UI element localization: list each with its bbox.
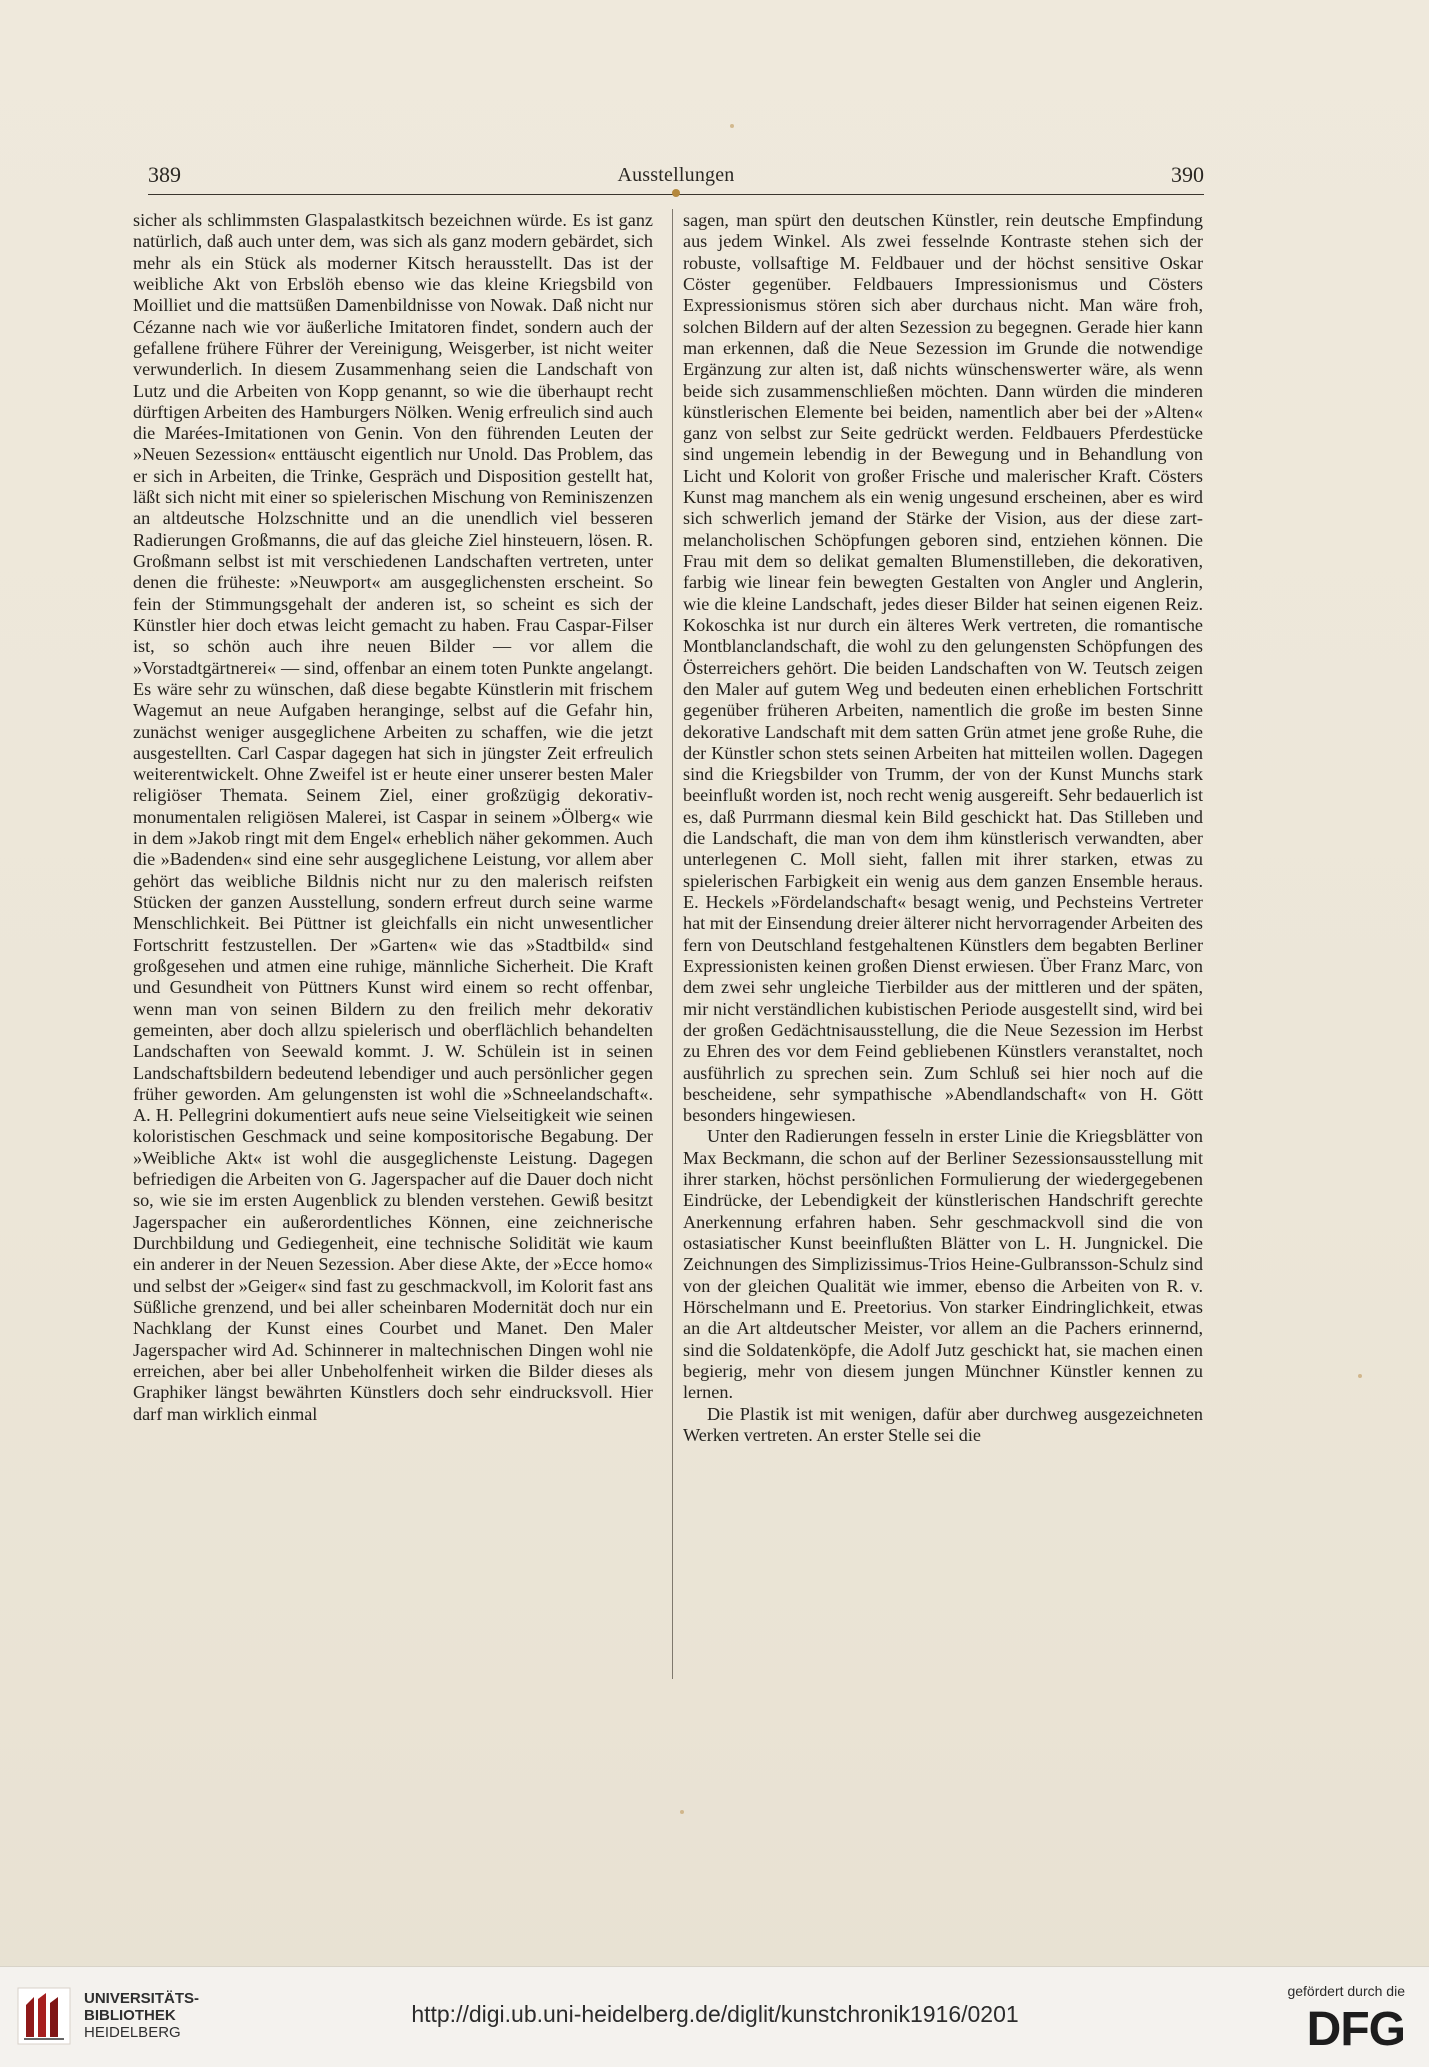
page-number-right: 390: [1171, 162, 1204, 187]
running-head: [148, 158, 1204, 192]
footer-bar: [0, 1966, 1429, 2067]
library-name-line-2: BIBLIOTHEK: [84, 2007, 176, 2024]
right-paragraph-3: Die Plastik ist mit wenigen, dafür aber durchweg ausgezeichneten Werken vertreten. An erster Stelle sei die: [683, 1403, 1203, 1445]
source-url-link[interactable]: http://digi.ub.uni-heidelberg.de/diglit/kunstchronik1916/0201: [411, 2001, 1019, 2027]
section-title: Ausstellungen: [617, 164, 735, 186]
funded-by-label: gefördert durch die: [1287, 1983, 1405, 1999]
paper-speck: [680, 1810, 684, 1814]
dfg-logo: DFG: [1306, 2003, 1405, 2056]
column-divider: [672, 209, 673, 1679]
paper-speck: [1358, 1374, 1362, 1378]
left-column: [133, 210, 653, 1425]
right-paragraph-1: sagen, man spürt den deutschen Künstler, rein deutsche Empfindung aus jedem Winkel. Als zwei fesselnde Kontraste stehen sich der robuste, vollsaftige M. Feldbauer und der höchst sensitive Oskar Cöster gegenüber. Feldbauers Impressionismus und Cösters Expressionismus stören sich aber durchaus nicht. Man wäre froh, solchen Bildern auf der alten Sezession zu begegnen. Gerade hier kann man erkennen, daß die Neue Sezession im Grunde die notwendige Ergänzung zur alten ist, daß nichts wünschenswerter wäre, als wenn beide sich zusammenschließen möchten. Dann würden die minderen künstlerischen Elemente bei beiden, namentlich aber bei der »Alten« ganz von selbst zur Seite gedrückt werden. Feldbauers Pferdestücke sind ungemein lebendig in der Bewegung und in Behandlung von Licht und Kolorit von großer Frische und malerischer Kraft. Cösters Kunst mag manchem als ein wenig ungesund erscheinen, aber es wird sich schwerlich jemand der Stärke der Vision, aus der diese zart-melancholischen Schöpfungen geboren sind, entziehen können. Die Frau mit dem so delikat gemalten Blumenstilleben, die dekorativen, farbig wie linear fein bewegten Gestalten von Angler und Anglerin, wie die kleine Landschaft, jedes dieser Bilder hat seinen eigenen Reiz. Kokoschka ist nur durch ein älteres Werk vertreten, die romantische Montblanclandschaft, die wohl zu den gelungensten Schöpfungen des Österreichers gehört. Die beiden Landschaften von W. Teutsch zeigen den Maler auf gutem Weg und bedeuten einen erheblichen Fortschritt gegenüber früheren Arbeiten, namentlich die große im besten Sinne dekorative Landschaft mit dem satten Grün atmet jene große Ruhe, die der Künstler schon stets seinen Arbeiten hat mitteilen wollen. Dagegen sind die Kriegsbilder von Trumm, der von der Kunst Munchs stark beeinflußt worden ist, noch recht wenig ausgereift. Sehr bedauerlich ist es, daß Purrmann diesmal kein Bild geschickt hat. Das Stilleben und die Landschaft, die man von dem ihm künstlerisch verwandten, aber unterlegenen C. Moll sieht, fallen mit ihrer starken, etwas zu spielerischen Farbigkeit ein wenig aus dem ganzen Ensemble heraus. E. Heckels »Fördelandschaft« besagt wenig, und Pechsteins Vertreter hat mit der Einsendung dreier älterer nicht hervorragender Arbeiten des fern von Deutschland festgehaltenen Künstlers dem begabten Berliner Expressionisten keinen großen Dienst erwiesen. Über Franz Marc, von dem zwei sehr ungleiche Tierbilder aus der mittleren und der späten, mir nicht verständlichen kubistischen Periode ausgestellt sind, wird bei der großen Gedächtnisausstellung, die die Neue Sezession im Herbst zu Ehren des vor dem Feind gebliebenen Künstlers veranstaltet, noch ausführlich zu sprechen sein. Zum Schluß sei hier noch auf die bescheidene, sehr sympathische »Abendlandschaft« von H. Gött besonders hingewiesen.: [683, 210, 1203, 1126]
library-name: [84, 1990, 199, 2041]
university-library-logo-icon: [16, 1985, 72, 2047]
library-name-line-3: HEIDELBERG: [84, 2024, 181, 2041]
left-paragraph-1: sicher als schlimmsten Glaspalastkitsch bezeichnen würde. Es ist ganz natürlich, daß auch unter dem, was sich als ganz modern gebärdet, sich mehr als ein Stück als moderner Kitsch herausstellt. Das ist der weibliche Akt von Erbslöh ebenso wie das kleine Kriegsbild von Moilliet und die mattsüßen Damenbildnisse von Nowak. Daß nicht nur Cézanne nach wie vor äußerliche Imitatoren findet, sondern auch der gefallene frühere Führer der Vereinigung, Weisgerber, ist nicht weiter verwunderlich. In diesem Zusammenhang seien die Landschaft von Lutz und die Arbeiten von Kopp genannt, so wie die überhaupt recht dürftigen Arbeiten des Hamburgers Nölken. Wenig erfreulich sind auch die Marées-Imitationen von Genin. Von den führenden Leuten der »Neuen Sezession« enttäuscht eigentlich nur Unold. Das Problem, das er sich in Arbeiten, die Trinke, Gespräch und Disposition gestellt hat, läßt sich nicht mit einer so spielerischen Mischung von Reminiszenzen an altdeutsche Holzschnitte und an die unendlich viel besseren Radierungen Großmanns, die auf das gleiche Ziel hinsteuern, lösen. R. Großmann selbst ist mit verschiedenen Landschaften vertreten, unter denen die früheste: »Neuwport« am ausgeglichensten erscheint. So fein der Stimmungsgehalt der anderen ist, so scheint es sich der Künstler hier doch etwas leicht gemacht zu haben. Frau Caspar-Filser ist, so schön auch ihre neuen Bilder — vor allem die »Vorstadtgärtnerei« — sind, offenbar an einem toten Punkte angelangt. Es wäre sehr zu wünschen, daß diese begabte Künstlerin mit frischem Wagemut an neue Aufgaben heranginge, selbst auf die Gefahr hin, zunächst weniger ausgeglichene Arbeiten zu schaffen, wie die jetzt ausgestellten. Carl Caspar dagegen hat sich in jüngster Zeit erfreulich weiterentwickelt. Ohne Zweifel ist er heute einer unserer besten Maler religiöser Themata. Seinem Ziel, einer großzügig dekorativ-monumentalen religiösen Malerei, ist Caspar in seinem »Ölberg« wie in dem »Jakob ringt mit dem Engel« erheblich näher gekommen. Auch die »Badenden« sind eine sehr ausgeglichene Leistung, vor allem aber gehört das weibliche Bildnis nicht nur zu den malerisch reifsten Stücken der ganzen Ausstellung, sondern erfreut durch seine warme Menschlichkeit. Bei Püttner ist gleichfalls ein nicht unwesentlicher Fortschritt festzustellen. Der »Garten« wie das »Stadtbild« sind großgesehen und atmen eine ruhige, männliche Sicherheit. Die Kraft und Gesundheit von Püttners Kunst wird einem so recht offenbar, wenn man von seinen Bildern zu den freilich mehr dekorativ gemeinten, aber doch allzu spielerisch und oberflächlich behandelten Landschaften von Seewald kommt. J. W. Schülein ist in seinen Landschaftsbildern bedeutend lebendiger und auch persönlicher gegen früher geworden. Am gelungensten ist wohl die »Schneelandschaft«. A. H. Pellegrini dokumentiert aufs neue seine Vielseitigkeit wie seinen koloristischen Geschmack und seine kompositorische Begabung. Der »Weibliche Akt« ist wohl die ausgeglichenste Leistung. Dagegen befriedigen die Arbeiten von G. Jagerspacher auf die Dauer doch nicht so, wie sie im ersten Augenblick zu blenden verstehen. Gewiß besitzt Jagerspacher ein außerordentliches Können, eine zeichnerische Durchbildung und Gediegenheit, eine technische Solidität wie kaum ein anderer in der Neuen Sezession. Aber diese Akte, der »Ecce homo« und selbst der »Geiger« sind fast zu geschmackvoll, im Kolorit fast ans Süßliche grenzend, und bei aller scheinbaren Modernität doch nur ein Nachklang der Kunst eines Courbet und Manet. Den Maler Jagerspacher wird Ad. Schinnerer in maltechnischen Dingen wohl nie erreichen, aber bei aller Unbeholfenheit wirken die Bilder dieses als Graphiker längst bewährten Künstlers doch sehr eindrucksvoll. Hier darf man wirklich einmal: [133, 210, 653, 1424]
ink-dot: [672, 189, 680, 197]
paper-speck: [730, 124, 734, 128]
library-name-line-1: UNIVERSITÄTS-: [84, 1990, 200, 2007]
page-number-left: 389: [148, 162, 181, 187]
right-column: [683, 210, 1203, 1446]
right-paragraph-2: Unter den Radierungen fesseln in erster Linie die Kriegsblätter von Max Beckmann, die schon auf der Berliner Sezessionsausstellung mit ihrer starken, höchst persönlichen Formulierung der wiedergegebenen Eindrücke, der Lebendigkeit der künstlerischen Handschrift gerechte Anerkennung erfahren haben. Sehr geschmackvoll sind die von ostasiatischer Kunst beeinflußten Blätter von L. H. Jungnickel. Die Zeichnungen des Simplizissimus-Trios Heine-Gulbransson-Schulz sind von der gleichen Qualität wie immer, ebenso die Arbeiten von R. v. Hörschelmann und E. Preetorius. Von starker Eindringlichkeit, etwas an die Art altdeutscher Meister, vor allem an die Pachers erinnernd, sind die Soldatenköpfe, die Adolf Jutz geschickt hat, sie machen einen begierig, mehr von diesem jungen Münchner Künstler kennen zu lernen.: [683, 1126, 1203, 1403]
